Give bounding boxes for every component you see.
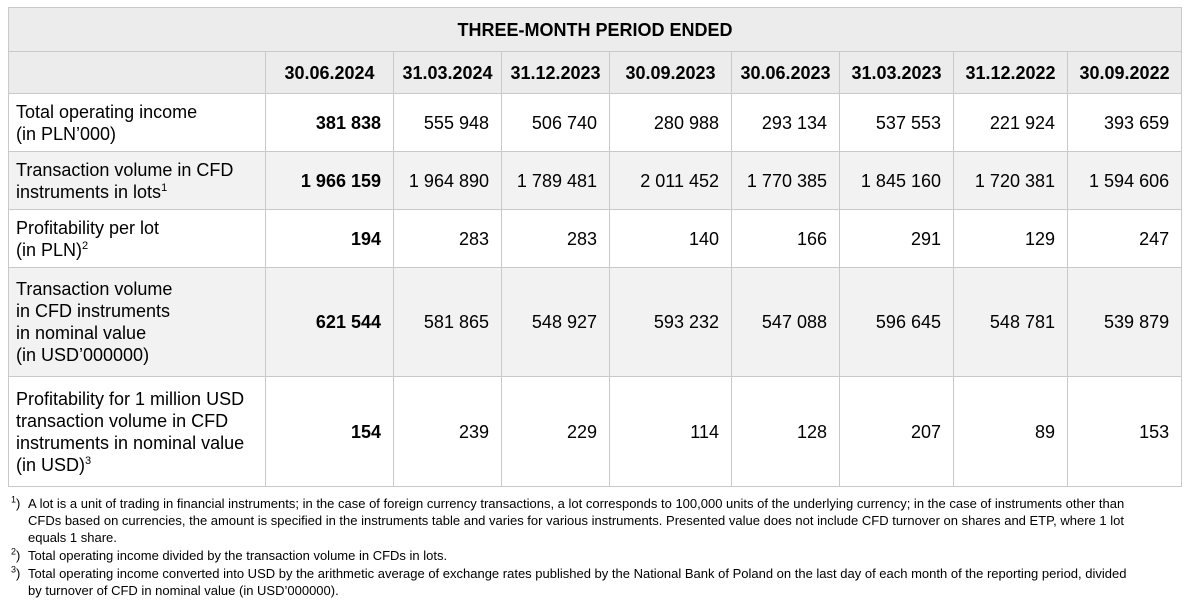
- table-cell: 1 594 606: [1068, 152, 1182, 210]
- column-header: 31.12.2022: [954, 52, 1068, 94]
- row-label-line: Transaction volume in CFD: [16, 159, 234, 180]
- footnote-text: A lot is a unit of trading in financial instruments; in the case of foreign currency transactions, a lot corresponds to 100,000 units of the underlying currency; in the case of instruments other than CFDs based on currencies, the amount is specified in the instruments table and varies for various instruments. Presented value does not include CFD turnover on shares and ETP, where 1 lot equals 1 share.: [28, 496, 1125, 545]
- row-label-line: instruments in lots: [16, 181, 162, 202]
- footnote-suffix: ): [16, 566, 21, 581]
- table-cell: 548 927: [502, 268, 610, 377]
- footnote-number: 2: [11, 546, 17, 557]
- table-cell: 1 845 160: [840, 152, 954, 210]
- table-cell: 221 924: [954, 94, 1068, 152]
- column-header: 31.03.2024: [394, 52, 502, 94]
- table-row: [9, 94, 1182, 152]
- footnote-mark: [8, 565, 28, 582]
- table-cell: 506 740: [502, 94, 610, 152]
- row-label-line: Profitability for 1 million USD: [16, 388, 245, 409]
- table-cell: 140: [610, 210, 732, 268]
- table-cell: 547 088: [732, 268, 840, 377]
- row-label-line: Profitability per lot: [16, 217, 160, 238]
- column-header-row: [9, 52, 1182, 94]
- footnotes: [8, 495, 1138, 599]
- table-cell: 1 720 381: [954, 152, 1068, 210]
- table-cell: 128: [732, 377, 840, 487]
- column-header: 30.09.2022: [1068, 52, 1182, 94]
- footnote-ref: 2: [82, 239, 89, 252]
- column-header: 30.06.2024: [266, 52, 394, 94]
- row-label-line: (in USD’000000): [16, 345, 150, 365]
- table-cell: 247: [1068, 210, 1182, 268]
- row-label-line: transaction volume in CFD: [16, 410, 229, 431]
- table-cell: 89: [954, 377, 1068, 487]
- footnote-text: Total operating income divided by the transaction volume in CFDs in lots.: [28, 548, 448, 563]
- row-label-line: (in PLN): [16, 239, 83, 260]
- table-cell: 381 838: [266, 94, 394, 152]
- row-label-line: (in PLN’000): [16, 123, 117, 144]
- footnote-ref: 1: [161, 181, 168, 194]
- table-cell: 207: [840, 377, 954, 487]
- footnote-number: 3: [11, 564, 17, 575]
- table-cell: 280 988: [610, 94, 732, 152]
- table-cell: 1 770 385: [732, 152, 840, 210]
- table-row: [9, 268, 1182, 377]
- row-label: [9, 377, 266, 487]
- row-label-line: instruments in nominal value: [16, 432, 245, 453]
- footnote: [8, 495, 1138, 546]
- table-cell: 593 232: [610, 268, 732, 377]
- column-header: 30.06.2023: [732, 52, 840, 94]
- table-cell: 596 645: [840, 268, 954, 377]
- row-label: [9, 94, 266, 152]
- table-cell: 1 789 481: [502, 152, 610, 210]
- footnote-mark: [8, 547, 28, 564]
- row-label-line: (in USD): [16, 454, 86, 475]
- table-cell: 537 553: [840, 94, 954, 152]
- table-row: [9, 377, 1182, 487]
- period-header: THREE-MONTH PERIOD ENDED: [9, 8, 1182, 52]
- row-label-line: in CFD instruments: [16, 301, 171, 321]
- table-cell: 239: [394, 377, 502, 487]
- table-row: [9, 152, 1182, 210]
- table-cell: 548 781: [954, 268, 1068, 377]
- row-label: [9, 210, 266, 268]
- table-cell: 291: [840, 210, 954, 268]
- footnote-suffix: ): [16, 548, 21, 563]
- table-cell: 1 964 890: [394, 152, 502, 210]
- table-cell: 114: [610, 377, 732, 487]
- footnote-mark: [8, 495, 28, 512]
- row-label-line: in nominal value: [16, 323, 147, 343]
- table-cell: 621 544: [266, 268, 394, 377]
- row-label-line: Total operating income: [16, 101, 198, 122]
- table-cell: 539 879: [1068, 268, 1182, 377]
- footnote-number: 1: [11, 494, 17, 505]
- footnote-text: Total operating income converted into USD by the arithmetic average of exchange rates published by the National Bank of Poland on the last day of each month of the reporting period, divided by turnover of CFD in nominal value (in USD’000000).: [28, 566, 1127, 598]
- kpi-table: [8, 7, 1182, 487]
- table-cell: 581 865: [394, 268, 502, 377]
- footnote-suffix: ): [16, 496, 21, 511]
- footnote: [8, 547, 1138, 564]
- row-label: [9, 268, 266, 377]
- financial-summary: [8, 7, 1180, 600]
- table-cell: 166: [732, 210, 840, 268]
- row-label-line: Transaction volume: [16, 279, 173, 299]
- footnote-ref: 3: [85, 454, 92, 467]
- column-header: 30.09.2023: [610, 52, 732, 94]
- table-cell: 293 134: [732, 94, 840, 152]
- table-cell: 555 948: [394, 94, 502, 152]
- table-cell: 229: [502, 377, 610, 487]
- table-cell: 194: [266, 210, 394, 268]
- table-cell: 283: [502, 210, 610, 268]
- table-cell: 393 659: [1068, 94, 1182, 152]
- column-header: 31.12.2023: [502, 52, 610, 94]
- table-cell: 153: [1068, 377, 1182, 487]
- table-cell: 129: [954, 210, 1068, 268]
- table-cell: 2 011 452: [610, 152, 732, 210]
- row-label-header: [9, 52, 266, 94]
- table-cell: 283: [394, 210, 502, 268]
- table-cell: 154: [266, 377, 394, 487]
- column-header: 31.03.2023: [840, 52, 954, 94]
- row-label: [9, 152, 266, 210]
- table-row: [9, 210, 1182, 268]
- table-cell: 1 966 159: [266, 152, 394, 210]
- period-header-row: [9, 8, 1182, 52]
- footnote: [8, 565, 1138, 599]
